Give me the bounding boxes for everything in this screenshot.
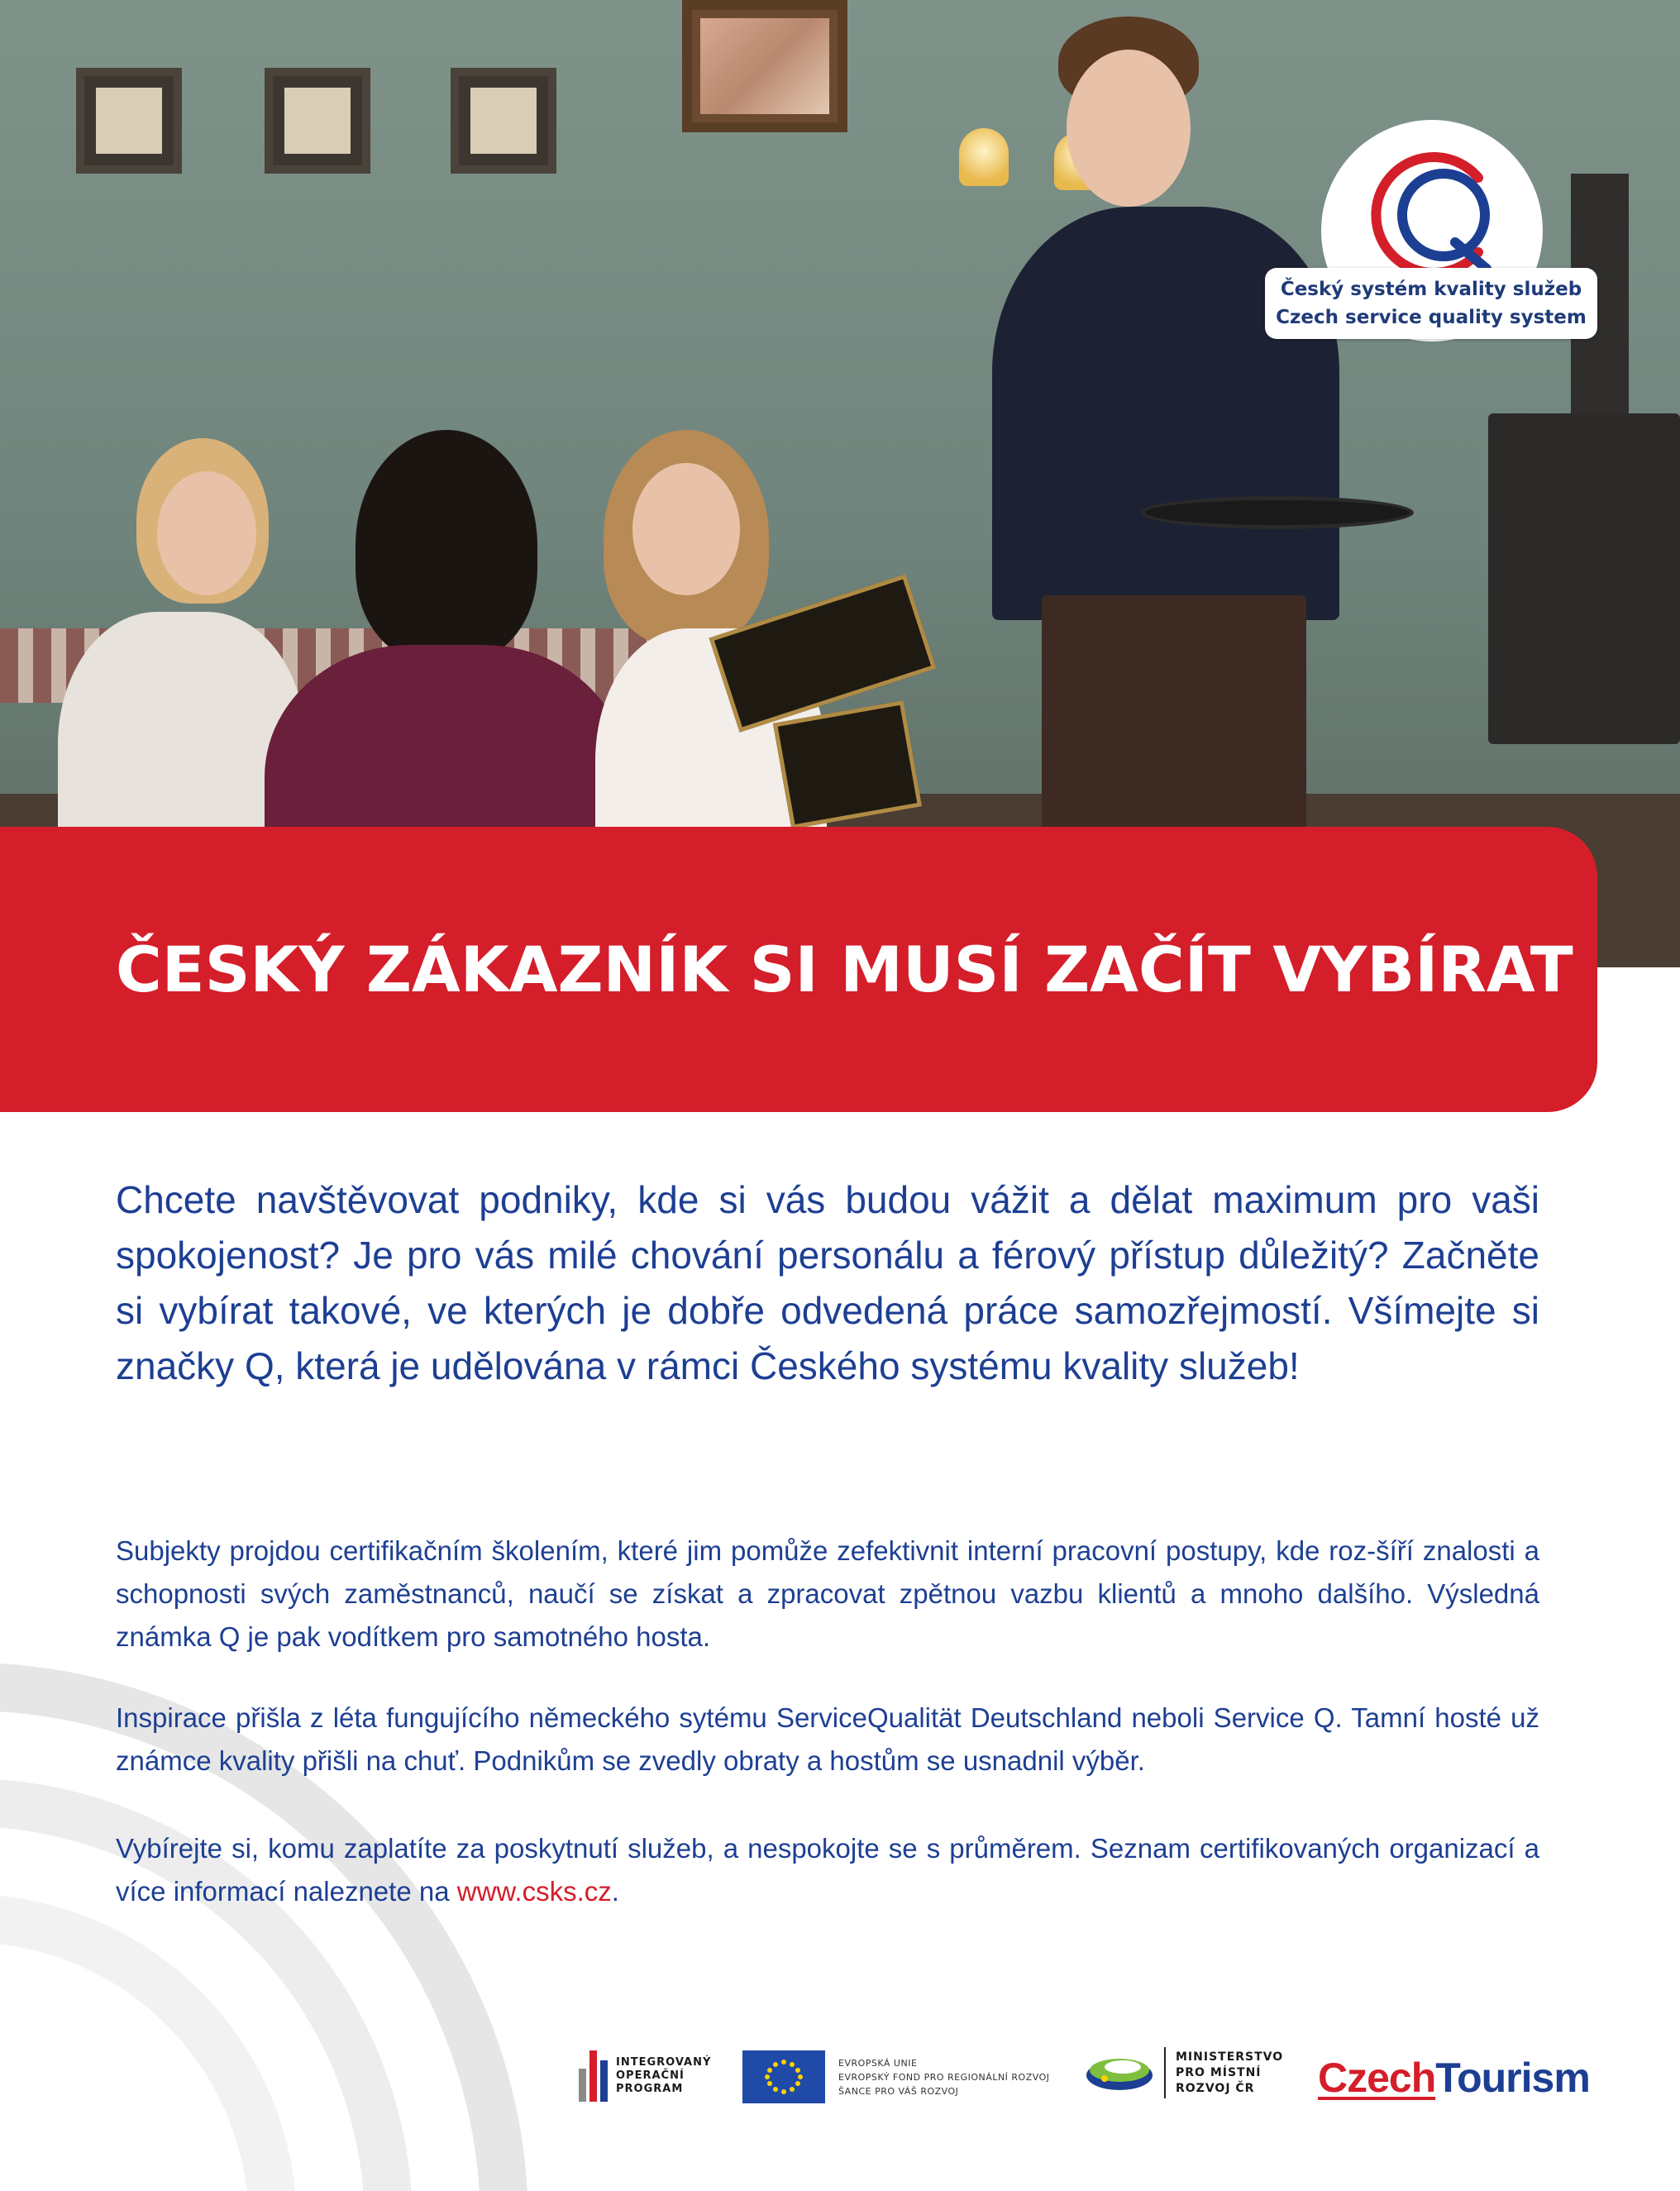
czechtourism-logo — [1318, 2054, 1590, 2102]
iop-line3: PROGRAM — [616, 2083, 684, 2095]
eu-flag-icon — [742, 2050, 825, 2103]
paragraph-choose — [116, 1827, 1539, 1913]
mmr-separator — [1164, 2047, 1166, 2098]
serving-tray — [1141, 496, 1414, 529]
iop-bars-icon — [579, 2050, 608, 2102]
wall-picture — [451, 68, 556, 174]
wall-picture — [265, 68, 370, 174]
eu-line3: ŠANCE PRO VÁŠ ROZVOJ — [838, 2085, 959, 2097]
paragraph-inspiration: Inspirace přišla z léta fungujícího německého sytému ServiceQualität Deutschland neboli Service Q. Tamní hosté už známce kvality přišli na chuť. Podnikům se zvedly obraty a hostům se usnadnil výběr. — [116, 1702, 1539, 1776]
mmr-line2: PRO MÍSTNÍ — [1176, 2065, 1262, 2079]
iop-logo — [579, 2050, 711, 2102]
headline-banner — [0, 827, 1597, 1112]
iop-line2: OPERAČNÍ — [616, 2069, 685, 2082]
iop-line1: INTEGROVANÝ — [616, 2056, 712, 2069]
mmr-logo — [1085, 2047, 1283, 2098]
paragraph-choose-text: Vybírejte si, komu zaplatíte za poskytnutí služeb, a nespokojte se s průměrem. Seznam certifikovaných organizací a více informací naleznete na — [116, 1833, 1539, 1907]
q-caption-cz: Český systém kvality služeb — [1280, 279, 1582, 300]
paragraph-certification: Subjekty projdou certifikačním školením, které jim pomůže zefektivnit interní pracovní postupy, kde roz-šíří znalosti a schopnosti svých zaměstnanců, naučí se získat a zpracovat zpětnou vazbu klientů a mnoho dalšího. Výsledná známka Q je pak vodítkem pro samotného hosta. — [116, 1535, 1539, 1652]
wall-painting — [682, 0, 847, 132]
q-caption-en: Czech service quality system — [1276, 307, 1587, 328]
headline: ČESKÝ ZÁKAZNÍK SI MUSÍ ZAČÍT VYBÍRAT — [116, 933, 1573, 1006]
wall-picture — [76, 68, 182, 174]
q-mark-icon — [1363, 145, 1503, 285]
lead-paragraph: Chcete navštěvovat podniky, kde si vás budou vážit a dělat maximum pro vaši spokojenost? Je pro vás milé chování personálu a férový přístup důležitý? Začněte si vybírat takové, ve kterých je dobře odvedená práce samozřejmostí. Všímejte si značky Q, která je udělována v rámci Českého systému kvality služeb! — [116, 1178, 1539, 1387]
mmr-emblem-icon — [1085, 2047, 1154, 2098]
czechtourism-tourism: Tourism — [1435, 2055, 1590, 2101]
wall-lamp — [959, 128, 1009, 186]
mmr-line3: ROZVOJ ČR — [1176, 2081, 1255, 2095]
menu-card — [773, 700, 922, 829]
czechtourism-czech: Czech — [1318, 2055, 1436, 2101]
csks-link[interactable]: www.csks.cz — [456, 1876, 612, 1907]
stove — [1488, 413, 1680, 744]
q-logo-caption — [1265, 268, 1597, 339]
mmr-line1: MINISTERSTVO — [1176, 2050, 1284, 2064]
eu-line2: EVROPSKÝ FOND PRO REGIONÁLNÍ ROZVOJ — [838, 2071, 1050, 2083]
paragraph-choose-end: . — [611, 1876, 619, 1907]
eu-line1: EVROPSKÁ UNIE — [838, 2057, 918, 2069]
eu-logo — [742, 2050, 1049, 2103]
